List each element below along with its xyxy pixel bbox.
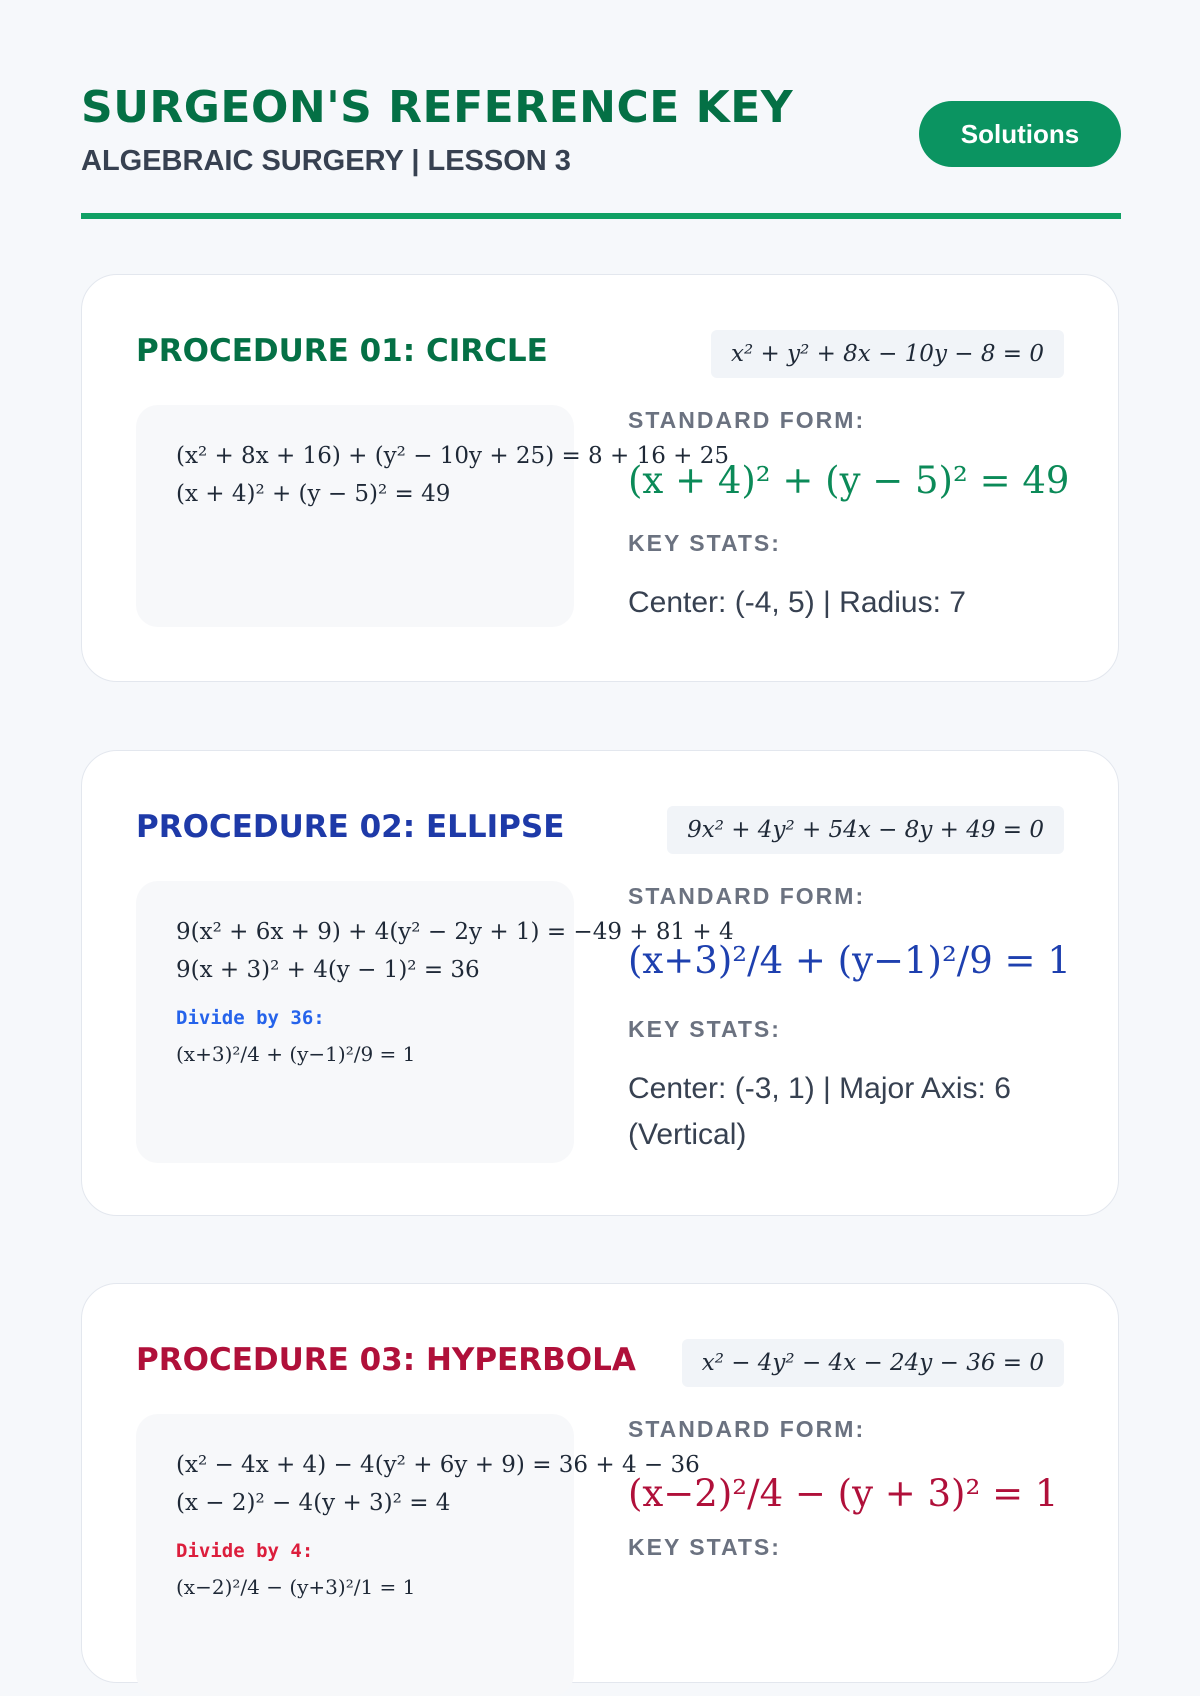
given-equation: 9x² + 4y² + 54x − 8y + 49 = 0 (667, 806, 1064, 854)
procedure-title: PROCEDURE 01: CIRCLE (136, 333, 548, 369)
key-stats-label: KEY STATS: (628, 530, 781, 556)
procedure-card-hyperbola (81, 1283, 1119, 1683)
standard-form-label: STANDARD FORM: (628, 1416, 866, 1442)
standard-form-equation: (x+3)²/4 + (y−1)²/9 = 1 (628, 939, 1071, 982)
work-note: Divide by 36: (176, 1007, 325, 1029)
key-stats-label: KEY STATS: (628, 1016, 781, 1042)
standard-form-equation: (x−2)²/4 − (y + 3)² = 1 (628, 1472, 1059, 1515)
key-stats-value: Center: (-4, 5) | Radius: 7 (628, 586, 966, 619)
standard-form-label: STANDARD FORM: (628, 883, 866, 909)
work-note: Divide by 4: (176, 1540, 314, 1562)
work-result: (x−2)²/4 − (y+3)²/1 = 1 (176, 1575, 416, 1599)
procedure-title: PROCEDURE 03: HYPERBOLA (136, 1342, 636, 1378)
procedure-card-ellipse (81, 750, 1119, 1216)
page-subtitle: ALGEBRAIC SURGERY | LESSON 3 (81, 145, 571, 177)
work-result: (x+3)²/4 + (y−1)²/9 = 1 (176, 1042, 416, 1066)
key-stats-value: Center: (-3, 1) | Major Axis: 6 (Vertical) (628, 1072, 1011, 1151)
given-equation: x² + y² + 8x − 10y − 8 = 0 (711, 330, 1064, 378)
procedure-card-circle (81, 274, 1119, 682)
work-step: (x² − 4x + 4) − 4(y² + 6y + 9) = 36 + 4 − 36 (176, 1452, 700, 1478)
work-step: (x + 4)² + (y − 5)² = 49 (176, 481, 451, 507)
standard-form-label: STANDARD FORM: (628, 407, 866, 433)
header-divider (81, 213, 1121, 219)
given-equation: x² − 4y² − 4x − 24y − 36 = 0 (682, 1339, 1064, 1387)
page-title: SURGEON'S REFERENCE KEY (81, 82, 794, 133)
page-header (81, 80, 1121, 220)
solutions-button[interactable]: Solutions (919, 101, 1121, 167)
work-step: 9(x + 3)² + 4(y − 1)² = 36 (176, 957, 480, 983)
work-step: (x − 2)² − 4(y + 3)² = 4 (176, 1490, 451, 1516)
work-panel (136, 1414, 700, 1696)
work-step: 9(x² + 6x + 9) + 4(y² − 2y + 1) = −49 + 81 + 4 (176, 919, 734, 945)
work-step: (x² + 8x + 16) + (y² − 10y + 25) = 8 + 16 + 25 (176, 443, 730, 469)
standard-form-equation: (x + 4)² + (y − 5)² = 49 (628, 459, 1070, 502)
key-stats-label: KEY STATS: (628, 1534, 781, 1560)
procedure-title: PROCEDURE 02: ELLIPSE (136, 809, 565, 845)
